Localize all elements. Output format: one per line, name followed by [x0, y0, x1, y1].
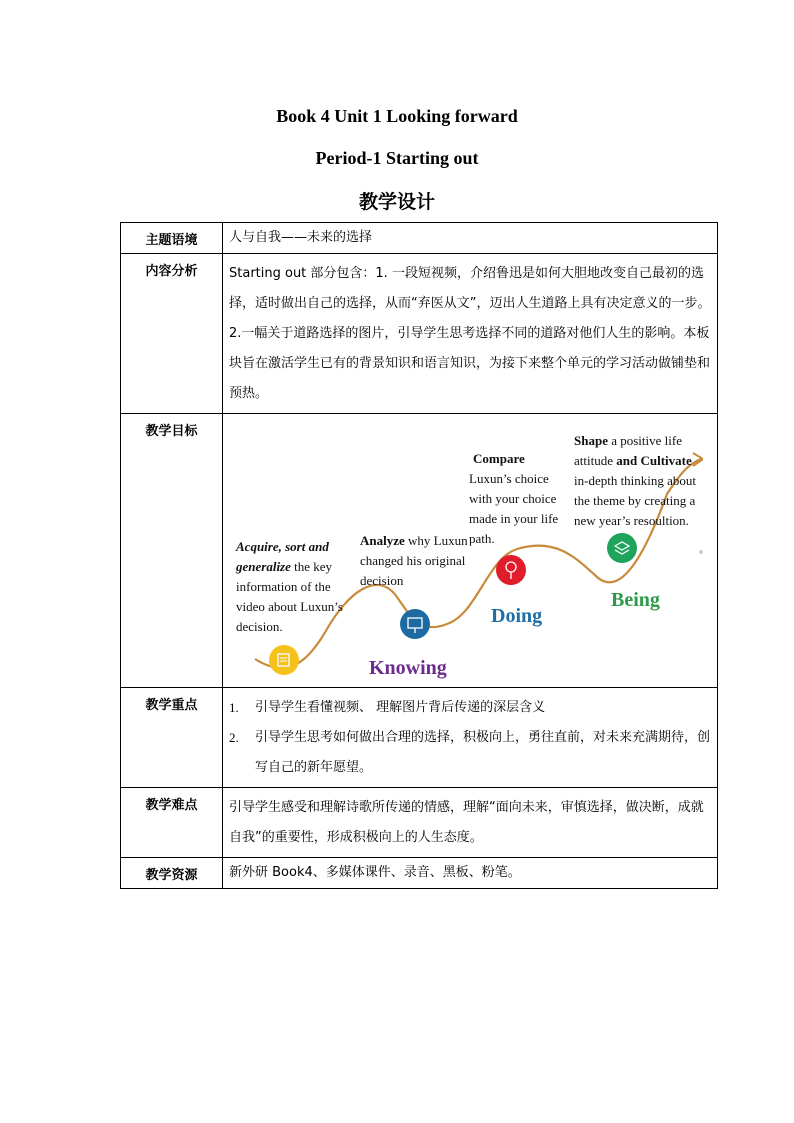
- shape-rest2: in-depth thinking about the theme by creating a new year’s resoultion.: [574, 473, 697, 528]
- objectives-cell: [223, 414, 718, 688]
- shape-bold: Shape: [574, 433, 608, 448]
- acquire-text: [236, 537, 344, 637]
- list-item: [229, 693, 711, 723]
- acquire-rest: the key information of the video about Luxun’s decision.: [236, 559, 343, 634]
- list-text: 引导学生看懂视频、 理解图片背后传递的深层含义: [255, 700, 546, 715]
- compare-bold: Compare: [473, 451, 525, 466]
- analyze-rest: why Luxun changed his original decision: [360, 533, 468, 588]
- period-title: Period-1 Starting out: [315, 148, 479, 168]
- analysis-value: Starting out 部分包含：1. 一段短视频，介绍鲁迅是如何大胆地改变自己最初的选择，适时做出自己的选择，从而“弃医从文”，迈出人生道路上具有决定意义的一步。2.一幅关于道路选择的图片，引导学生思考选择不同的道路对他们人生的影响。本板块旨在激活学生已有的背景知识和语言知识，为接下来整个单元的学习活动做铺垫和预热。: [223, 254, 718, 414]
- stage-knowing: Knowing: [369, 657, 447, 679]
- theme-label: 主题语境: [121, 223, 223, 254]
- key-points-row: [121, 688, 718, 788]
- difficulties-row: [121, 788, 718, 858]
- analysis-label: 内容分析: [121, 254, 223, 414]
- list-item: [229, 723, 711, 783]
- doc-title: Book 4 Unit 1 Looking forward: [276, 106, 518, 126]
- dot-marker: [699, 550, 703, 554]
- theme-row: [121, 223, 718, 254]
- notepad-icon: [269, 645, 299, 675]
- list-number: 2.: [229, 730, 239, 745]
- key-points-list: [223, 688, 718, 788]
- stage-being: Being: [611, 589, 660, 611]
- layers-icon: [607, 533, 637, 563]
- resources-value: 新外研 Book4、多媒体课件、录音、黑板、粉笔。: [223, 858, 718, 889]
- compare-text: [469, 449, 563, 549]
- shape-text: [574, 431, 698, 531]
- resources-row: [121, 858, 718, 889]
- difficulties-value: 引导学生感受和理解诗歌所传递的情感，理解“面向未来，审慎选择，做决断，成就自我”的重要性，形成积极向上的人生态度。: [223, 788, 718, 858]
- objectives-row: [121, 414, 718, 688]
- acquire-bold: Acquire, sort and generalize: [236, 539, 329, 574]
- compare-rest: Luxun’s choice with your choice made in your life path.: [469, 471, 559, 546]
- cultivate-bold: and Cultivate: [616, 453, 692, 468]
- list-text: 引导学生思考如何做出合理的选择，积极向上，勇往直前，对未来充满期待，创写自己的新年愿望。: [255, 730, 711, 775]
- objectives-label: 教学目标: [121, 414, 223, 688]
- analyze-text: [360, 531, 470, 591]
- list-number: 1.: [229, 700, 239, 715]
- key-points-label: 教学重点: [121, 688, 223, 788]
- objectives-graphic: [227, 419, 703, 683]
- stage-doing: Doing: [491, 605, 543, 627]
- analyze-bold: Analyze: [360, 533, 405, 548]
- lesson-plan-table: [120, 222, 718, 889]
- analyze-icon: [400, 609, 430, 639]
- theme-value: 人与自我——未来的选择: [223, 223, 718, 254]
- resources-label: 教学资源: [121, 858, 223, 889]
- analysis-row: [121, 254, 718, 414]
- shape-rest1: a positive life attitude: [574, 433, 682, 468]
- design-title: 教学设计: [358, 191, 435, 213]
- compare-icon: [496, 555, 526, 585]
- difficulties-label: 教学难点: [121, 788, 223, 858]
